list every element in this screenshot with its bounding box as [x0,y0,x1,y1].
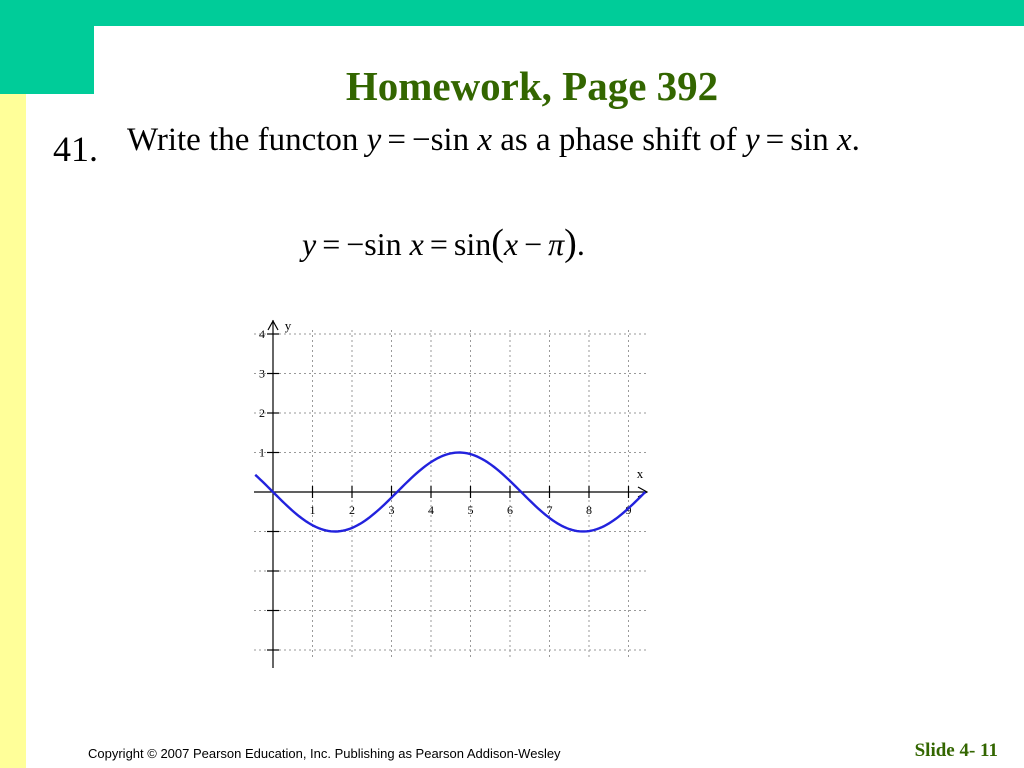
y-tick-label: 4 [259,327,265,341]
y-tick-label: 3 [259,366,265,381]
ans-period: . [576,226,585,262]
ans-minus: − [346,226,365,262]
eq2-equals: = [765,122,785,158]
problem-statement [127,124,860,157]
x-tick-label: 7 [546,503,553,517]
y-tick-label: 2 [259,406,265,420]
slide-title: Homework, Page 392 [345,63,719,109]
ans-sin-2: sin [453,226,492,262]
ans-x-2: x [503,226,519,262]
x-tick-label: 2 [349,503,355,517]
slide-number: Slide 4- 11 [914,740,998,761]
eq1-x: x [477,122,492,158]
x-tick-label: 1 [309,503,316,517]
problem-text-before: Write the functon [127,122,359,158]
eq2-sin: sin [790,122,829,158]
ans-left-paren: ( [491,222,504,264]
x-axis-label: x [636,466,644,481]
eq2-y: y [744,122,760,158]
answer-equation [302,224,585,262]
eq1-y: y [366,122,382,158]
ans-y: y [302,226,317,262]
x-tick-label: 3 [388,503,395,517]
eq1-minus: − [411,122,431,158]
x-tick-label: 5 [467,503,474,517]
ans-minus-2: − [524,226,543,262]
ans-pi: π [548,226,565,262]
ans-equals-2: = [429,226,448,262]
footer-copyright: Copyright © 2007 Pearson Education, Inc. Publishing as Pearson Addison-Wesley [88,746,561,761]
problem-text-middle: as a phase shift of [500,122,737,158]
ans-sin-1: sin [364,226,402,262]
equation-given [367,122,501,158]
ans-x-1: x [409,226,424,262]
eq2-x: x [836,122,852,158]
ans-equals-1: = [322,226,341,262]
eq2-period: . [851,122,860,158]
eq1-equals: = [387,122,406,158]
x-tick-label: 6 [507,503,513,517]
problem-number: 41. [53,129,98,169]
x-tick-label: 4 [428,503,434,517]
y-tick-label: 1 [259,445,265,460]
ans-right-paren: ) [564,222,577,264]
side-accent-bar [0,94,26,768]
x-tick-label: 9 [625,503,632,517]
equation-target [745,122,860,158]
x-tick-label: 8 [586,503,592,517]
y-axis-label: y [284,318,292,333]
sine-graph [240,312,660,674]
eq1-sin: sin [430,122,470,158]
top-accent-bar [0,0,1024,26]
